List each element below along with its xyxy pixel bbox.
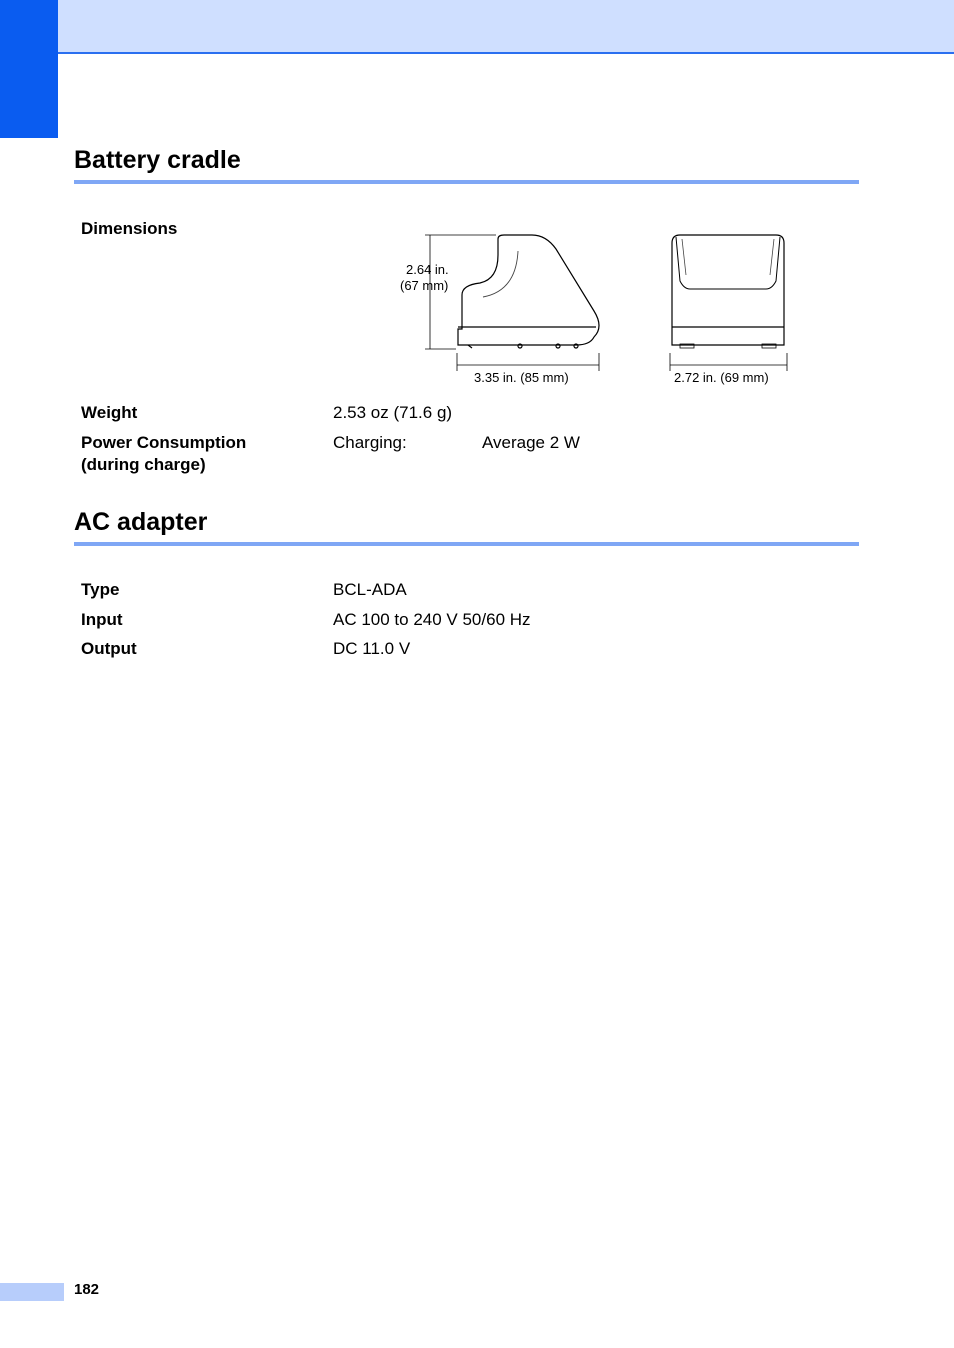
input-label: Input (81, 610, 123, 629)
output-label: Output (81, 639, 137, 658)
weight-value: 2.53 oz (71.6 g) (333, 403, 453, 422)
cradle-front-view (672, 235, 784, 348)
depth-dimension-text: 3.35 in. (85 mm) (474, 370, 569, 385)
width-dimension-text: 2.72 in. (69 mm) (674, 370, 769, 385)
dimensions-label: Dimensions (81, 219, 178, 238)
height-inch-text: 2.64 in. (406, 262, 449, 277)
page-number: 182 (74, 1281, 100, 1298)
cradle-dimension-diagram (390, 225, 800, 395)
ac-adapter-rule (74, 542, 859, 546)
type-value: BCL-ADA (333, 580, 407, 599)
ac-adapter-title: AC adapter (74, 508, 208, 536)
power-label-line1: Power Consumption (81, 433, 247, 452)
input-value: AC 100 to 240 V 50/60 Hz (333, 610, 531, 629)
width-dimension-line (670, 353, 787, 371)
battery-cradle-rule (74, 180, 859, 184)
type-label: Type (81, 580, 120, 599)
height-mm-text: (67 mm) (400, 278, 449, 293)
power-mode: Charging: (333, 433, 407, 452)
footer-bar (0, 1283, 64, 1301)
output-value: DC 11.0 V (333, 639, 411, 658)
weight-label: Weight (81, 403, 138, 422)
depth-dimension-line (457, 353, 599, 371)
power-label-line2: (during charge) (81, 455, 206, 474)
battery-cradle-title: Battery cradle (74, 146, 241, 174)
power-value: Average 2 W (482, 433, 580, 452)
power-consumption-label (81, 432, 246, 476)
header-bar (58, 0, 954, 54)
cradle-side-view (458, 235, 599, 348)
chapter-tab (0, 0, 58, 138)
